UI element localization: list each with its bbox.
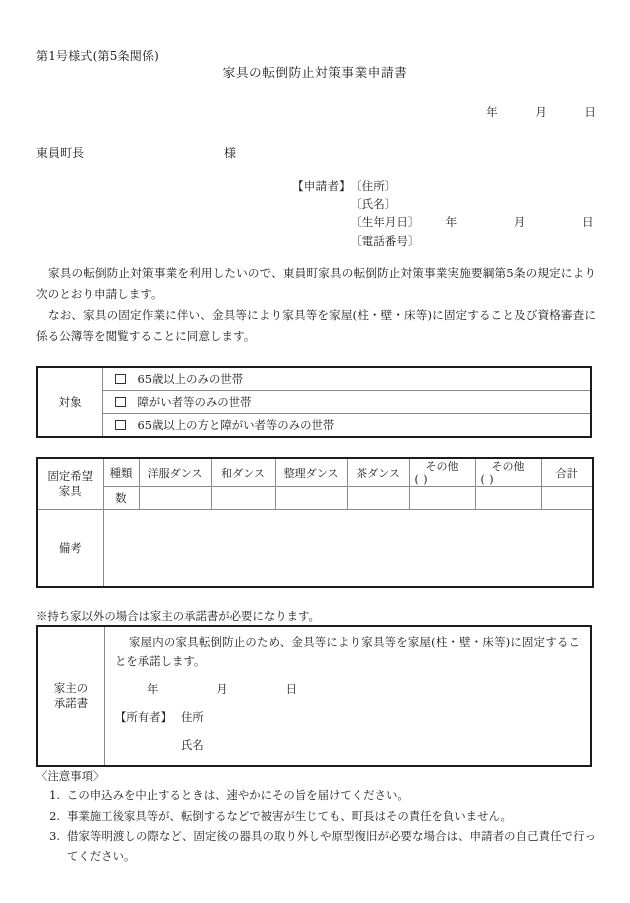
furniture-label-line1: 固定希望 [47,469,94,483]
list-item [36,786,596,806]
note-number-2: 2. [49,808,60,823]
table-row [37,487,593,510]
other-paren-1: ( ) [414,473,429,486]
consent-label-line2: 承諾書 [53,696,89,710]
checkbox-icon[interactable] [115,420,126,431]
consent-label-line1: 家主の [53,681,89,695]
applicant-phone-label: 〔電話番号〕 [350,233,420,248]
furniture-column-1: 洋服ダンス [139,458,211,487]
owner-address-label: 住所 [181,710,204,724]
furniture-count-other-2[interactable] [475,487,541,510]
furniture-label-line2: 家具 [58,484,82,498]
consent-date-month: 月 [216,682,228,696]
note-number-1: 1. [49,788,60,802]
furniture-column-2: 和ダンス [211,458,275,487]
furniture-count-4[interactable] [347,487,409,510]
other-label-1: その他 [425,460,459,473]
eligibility-label: 対象 [37,367,103,437]
owner-name-row [115,737,580,753]
landlord-note: ※持ち家以外の場合は家主の承諾書が必要になります。 [36,609,320,623]
table-row [37,414,591,438]
eligibility-option-3-label: 65歳以上の方と障がい者等のみの世帯 [137,418,335,432]
furniture-count-other-1[interactable] [409,487,475,510]
applicant-birthdate-row [292,213,594,231]
body-paragraph-2: なお、家具の固定作業に伴い、金具等により家具等を家屋(柱・壁・床等)に固定すること及び資格審査に係る公簿等を閲覧することに同意します。 [36,308,596,343]
consent-label [37,626,105,766]
submission-date-line [486,104,596,120]
submission-date-year: 年 [486,105,498,119]
note-text-1: この申込みを中止するときは、速やかにその旨を届けてください。 [67,788,409,802]
applicant-block [292,177,594,250]
applicant-address-row [292,177,594,195]
remarks-label: 備考 [37,510,103,588]
applicant-phone-row [292,232,594,250]
submission-date-month: 月 [535,105,547,119]
consent-statement: 家屋内の家具転倒防止のため、金具等により家具等を家屋(柱・壁・床等)に固定することを承諾します。 [115,635,580,668]
landlord-consent-table [36,625,592,767]
owner-heading: 【所有者】 [115,710,172,724]
furniture-label [37,458,103,510]
applicant-birth-day: 日 [581,215,594,230]
table-row [37,367,591,391]
note-text-3: 借家等明渡しの際など、固定後の器具の取り外しや原型復旧が必要な場合は、申請者の自己責任で行ってください。 [67,829,596,863]
eligibility-option-2-label: 障がい者等のみの世帯 [137,395,252,409]
applicant-address-label: 〔住所〕 [350,179,397,193]
table-row [37,458,593,487]
owner-name-label: 氏名 [181,738,204,752]
addressee-honorific: 様 [223,146,236,160]
furniture-total-header: 合計 [541,458,593,487]
form-code: 第1号様式(第5条関係) [36,49,160,63]
applicant-birth-year: 年 [445,215,458,230]
eligibility-option-1[interactable] [103,367,592,391]
table-row [37,391,591,414]
remarks-field[interactable] [103,510,593,588]
notes-list [36,786,596,866]
furniture-kind-header: 種類 [103,458,139,487]
owner-address-row [115,709,580,725]
checkbox-icon[interactable] [115,374,126,385]
body-paragraph-1: 家具の転倒防止対策事業を利用したいので、東員町家具の転倒防止対策事業実施要綱第5条の規定により次のとおり申請します。 [36,266,596,301]
consent-body [105,626,592,766]
note-text-2: 事業施工後家具等が、転倒するなどで被害が生じても、町長はその責任を負いません。 [67,808,512,823]
applicant-name-label: 〔氏名〕 [350,197,397,212]
furniture-column-4: 茶ダンス [347,458,409,487]
furniture-table [36,457,594,588]
furniture-column-3: 整理ダンス [275,458,347,487]
page-title: 家具の転倒防止対策事業申請書 [222,65,408,80]
consent-date-line [147,681,297,697]
notes-block [36,768,596,866]
table-row [37,510,593,588]
eligibility-option-3[interactable] [103,414,592,438]
list-item [36,827,596,866]
eligibility-option-2[interactable] [103,391,592,414]
furniture-column-other-2 [475,458,541,487]
addressee-row [36,144,236,161]
consent-date-year: 年 [147,682,159,696]
applicant-name-row [292,195,594,213]
table-row [37,626,591,766]
submission-date-day: 日 [584,105,596,119]
furniture-count-1[interactable] [139,487,211,510]
consent-date-day: 日 [285,682,297,696]
other-paren-2: ( ) [480,473,495,486]
furniture-count-3[interactable] [275,487,347,510]
applicant-birthdate-label: 〔生年月日〕 [350,215,420,230]
eligibility-table [36,366,592,438]
list-item [36,807,596,827]
furniture-count-2[interactable] [211,487,275,510]
eligibility-option-1-label: 65歳以上のみの世帯 [137,372,244,386]
applicant-birthdate-units [446,213,594,231]
other-label-2: その他 [491,460,525,473]
applicant-birth-month: 月 [513,215,526,230]
checkbox-icon[interactable] [115,397,126,408]
furniture-column-other-1 [409,458,475,487]
applicant-heading: 【申請者】 [292,179,351,193]
notes-title: 〈注意事項〉 [36,769,105,783]
furniture-count-total[interactable] [541,487,593,510]
furniture-count-header: 数 [103,487,139,510]
addressee-name: 東員町長 [36,146,85,160]
note-number-3: 3. [49,829,60,843]
